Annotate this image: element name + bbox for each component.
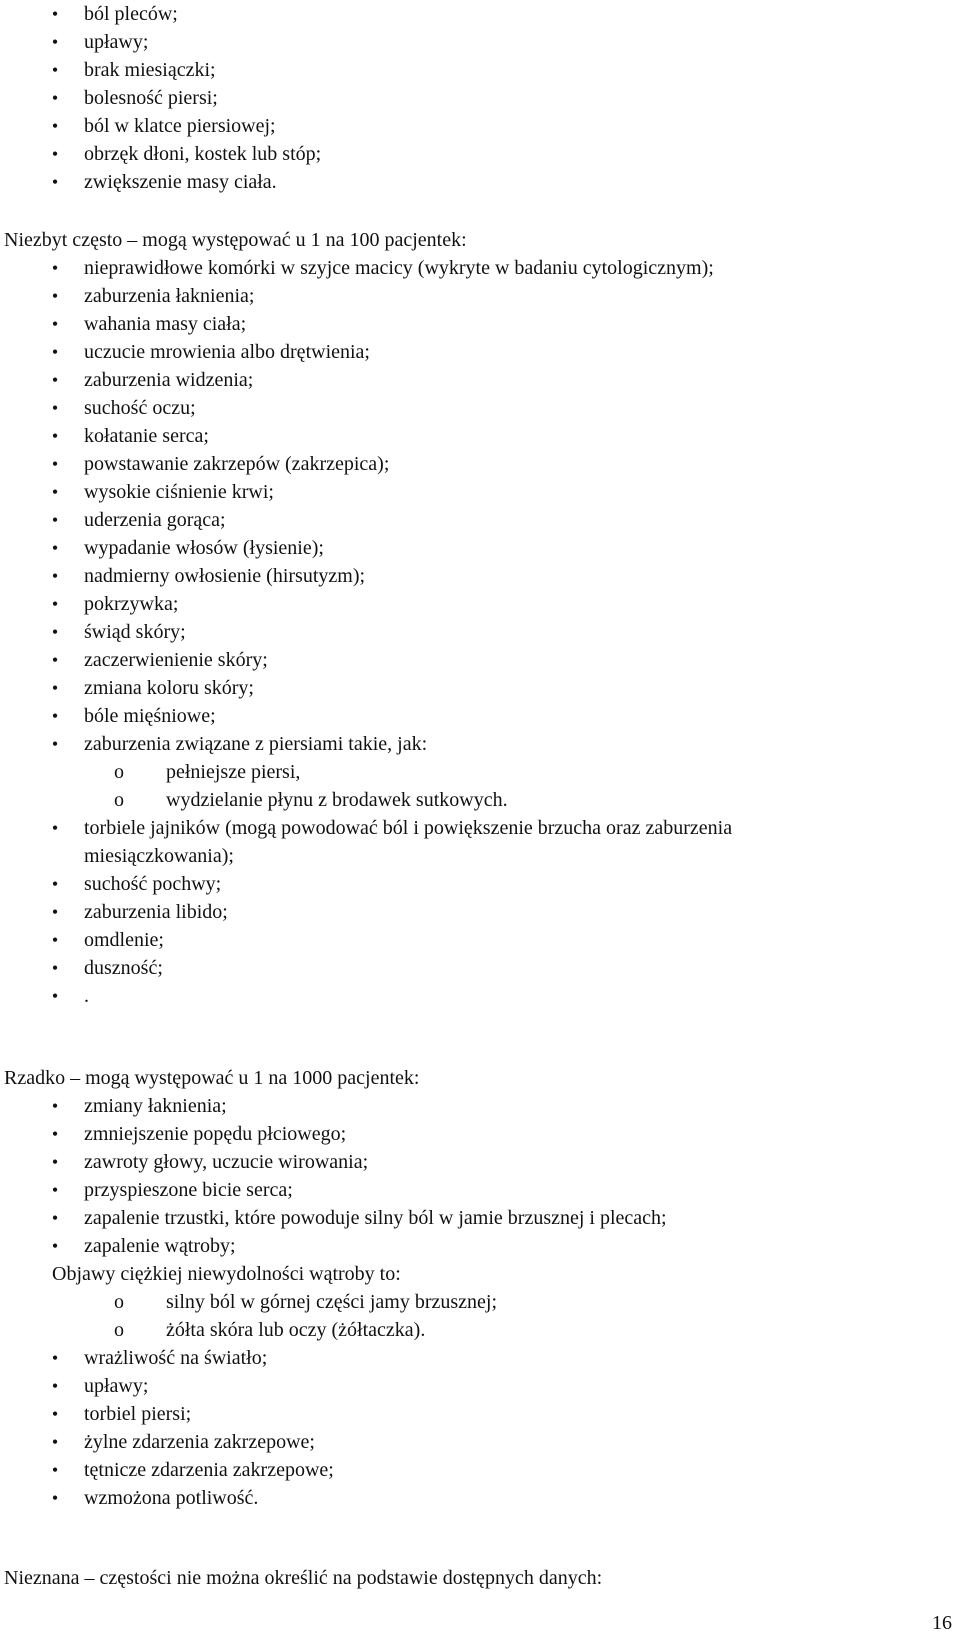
- bullet-icon: •: [51, 986, 59, 1006]
- list-item-text: wzmożona potliwość.: [84, 1487, 259, 1509]
- bullet-icon: •: [51, 1348, 59, 1368]
- list-item-text: bolesność piersi;: [84, 87, 218, 109]
- sub-list-item-text: pełniejsze piersi,: [166, 761, 301, 783]
- list-item-continuation: miesiączkowania);: [84, 845, 234, 867]
- list-item-text: kołatanie serca;: [84, 425, 209, 447]
- list-item-text: zawroty głowy, uczucie wirowania;: [84, 1151, 369, 1173]
- list-item-text: torbiel piersi;: [84, 1403, 192, 1425]
- list-item-text: wrażliwość na światło;: [84, 1347, 268, 1369]
- bullet-icon: •: [51, 370, 59, 390]
- section-heading-unknown: Nieznana – częstości nie można określić na podstawie dostępnych danych:: [4, 1567, 603, 1589]
- list-item-text: duszność;: [84, 957, 163, 979]
- bullet-icon: •: [51, 622, 59, 642]
- list-item-text: suchość oczu;: [84, 397, 196, 419]
- section-heading-rare: Rzadko – mogą występować u 1 na 1000 pacjentek:: [4, 1067, 420, 1089]
- list-item-text: wypadanie włosów (łysienie);: [84, 537, 324, 559]
- bullet-icon: •: [51, 4, 59, 24]
- bullet-icon: •: [51, 32, 59, 52]
- list-item-text: ból pleców;: [84, 3, 178, 25]
- list-item-text: tętnicze zdarzenia zakrzepowe;: [84, 1459, 334, 1481]
- bullet-icon: •: [51, 1488, 59, 1508]
- bullet-icon: •: [51, 510, 59, 530]
- list-item-text: wahania masy ciała;: [84, 313, 247, 335]
- sub-bullet-icon: o: [114, 1291, 124, 1313]
- list-item-text: przyspieszone bicie serca;: [84, 1179, 293, 1201]
- bullet-icon: •: [51, 678, 59, 698]
- liver-failure-heading: Objawy ciężkiej niewydolności wątroby to:: [52, 1263, 401, 1285]
- list-item-text: suchość pochwy;: [84, 873, 222, 895]
- bullet-icon: •: [51, 398, 59, 418]
- bullet-icon: •: [51, 116, 59, 136]
- list-item-text: wysokie ciśnienie krwi;: [84, 481, 274, 503]
- bullet-icon: •: [51, 1404, 59, 1424]
- list-item-text: zaburzenia widzenia;: [84, 369, 254, 391]
- bullet-icon: •: [51, 650, 59, 670]
- list-item-text: uderzenia gorąca;: [84, 509, 226, 531]
- bullet-icon: •: [51, 1460, 59, 1480]
- bullet-icon: •: [51, 538, 59, 558]
- bullet-icon: •: [51, 258, 59, 278]
- page-number: 16: [932, 1612, 952, 1634]
- list-item-text: zapalenie wątroby;: [84, 1235, 236, 1257]
- list-item-text: świąd skóry;: [84, 621, 186, 643]
- bullet-icon: •: [51, 902, 59, 922]
- list-item-text: nieprawidłowe komórki w szyjce macicy (wykryte w badaniu cytologicznym);: [84, 257, 714, 279]
- list-item-text: upławy;: [84, 1375, 149, 1397]
- bullet-icon: •: [51, 930, 59, 950]
- bullet-icon: •: [51, 874, 59, 894]
- bullet-icon: •: [51, 482, 59, 502]
- sub-list-item-text: silny ból w górnej części jamy brzusznej;: [166, 1291, 498, 1313]
- bullet-icon: •: [51, 594, 59, 614]
- section-heading-uncommon: Niezbyt często – mogą występować u 1 na 100 pacjentek:: [4, 229, 467, 251]
- list-item-text: uczucie mrowienia albo drętwienia;: [84, 341, 370, 363]
- bullet-icon: •: [51, 342, 59, 362]
- list-item-text: pokrzywka;: [84, 593, 179, 615]
- bullet-icon: •: [51, 706, 59, 726]
- bullet-icon: •: [51, 88, 59, 108]
- list-item-text: bóle mięśniowe;: [84, 705, 216, 727]
- bullet-icon: •: [51, 566, 59, 586]
- bullet-icon: •: [51, 1432, 59, 1452]
- list-item-text: .: [84, 985, 89, 1007]
- list-item-text: torbiele jajników (mogą powodować ból i powiększenie brzucha oraz zaburzenia: [84, 817, 733, 839]
- list-item-text: zaburzenia libido;: [84, 901, 228, 923]
- bullet-icon: •: [51, 1124, 59, 1144]
- bullet-icon: •: [51, 286, 59, 306]
- sub-bullet-icon: o: [114, 1319, 124, 1341]
- sub-bullet-icon: o: [114, 761, 124, 783]
- bullet-icon: •: [51, 958, 59, 978]
- list-item-text: zmiany łaknienia;: [84, 1095, 227, 1117]
- sub-list-item-text: wydzielanie płynu z brodawek sutkowych.: [166, 789, 508, 811]
- sub-bullet-icon: o: [114, 789, 124, 811]
- list-item-text: zaczerwienienie skóry;: [84, 649, 268, 671]
- bullet-icon: •: [51, 454, 59, 474]
- list-item-text: zmiana koloru skóry;: [84, 677, 254, 699]
- bullet-icon: •: [51, 1236, 59, 1256]
- bullet-icon: •: [51, 734, 59, 754]
- list-item-text: ból w klatce piersiowej;: [84, 115, 276, 137]
- list-item-text: zaburzenia łaknienia;: [84, 285, 255, 307]
- list-item-text: powstawanie zakrzepów (zakrzepica);: [84, 453, 390, 475]
- bullet-icon: •: [51, 144, 59, 164]
- bullet-icon: •: [51, 1376, 59, 1396]
- list-item-text: brak miesiączki;: [84, 59, 216, 81]
- list-item-text: zaburzenia związane z piersiami takie, jak:: [84, 733, 428, 755]
- bullet-icon: •: [51, 426, 59, 446]
- bullet-icon: •: [51, 1152, 59, 1172]
- bullet-icon: •: [51, 172, 59, 192]
- list-item-text: zwiększenie masy ciała.: [84, 171, 277, 193]
- bullet-icon: •: [51, 60, 59, 80]
- list-item-text: omdlenie;: [84, 929, 164, 951]
- bullet-icon: •: [51, 818, 59, 838]
- list-item-text: nadmierny owłosienie (hirsutyzm);: [84, 565, 366, 587]
- bullet-icon: •: [51, 1208, 59, 1228]
- list-item-text: upławy;: [84, 31, 149, 53]
- list-item-text: zapalenie trzustki, które powoduje silny ból w jamie brzusznej i plecach;: [84, 1207, 667, 1229]
- list-item-text: zmniejszenie popędu płciowego;: [84, 1123, 347, 1145]
- sub-list-item-text: żółta skóra lub oczy (żółtaczka).: [166, 1319, 426, 1341]
- bullet-icon: •: [51, 314, 59, 334]
- list-item-text: żylne zdarzenia zakrzepowe;: [84, 1431, 315, 1453]
- list-item-text: obrzęk dłoni, kostek lub stóp;: [84, 143, 322, 165]
- bullet-icon: •: [51, 1180, 59, 1200]
- bullet-icon: •: [51, 1096, 59, 1116]
